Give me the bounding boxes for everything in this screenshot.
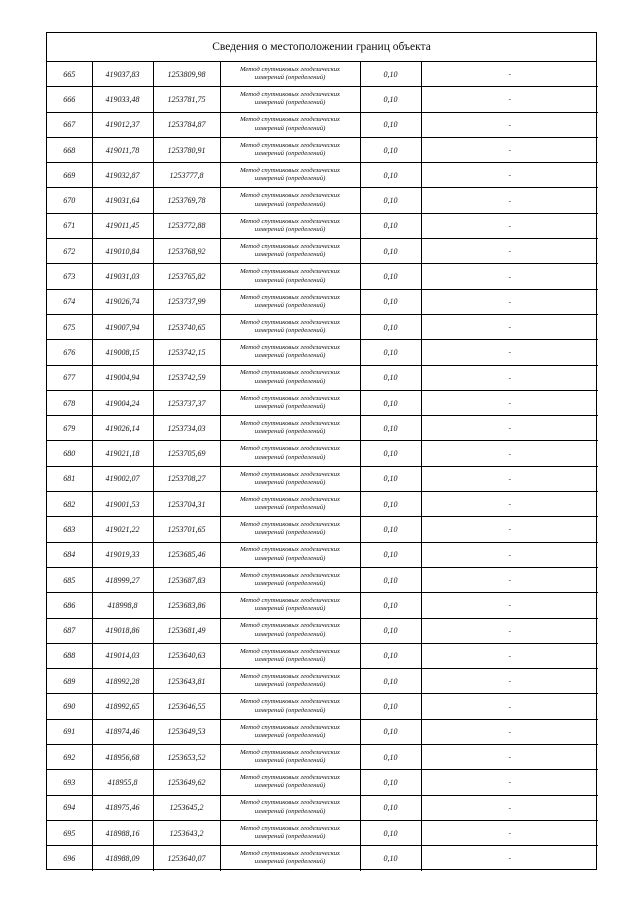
table-row	[47, 137, 598, 162]
description-cell: -	[421, 112, 598, 137]
point-number-cell: 671	[47, 213, 92, 238]
table-row	[47, 770, 598, 795]
method-line-1: Метод спутниковых геодезических	[239, 167, 341, 175]
point-number-cell: 665	[47, 62, 92, 87]
method-line-2: измерений (определений)	[254, 403, 326, 410]
y-coordinate-cell: 1253708,27	[153, 466, 220, 491]
description-cell: -	[421, 517, 598, 542]
point-number-cell: 681	[47, 466, 92, 491]
method-cell	[220, 694, 360, 719]
method-line-2: измерений (определений)	[254, 706, 326, 714]
y-coordinate-cell: 1253653,52	[153, 745, 220, 770]
table-row	[47, 567, 598, 592]
description-cell: -	[421, 188, 598, 213]
table-row	[47, 340, 598, 365]
table-row	[47, 62, 598, 87]
y-coordinate-cell: 1253645,2	[153, 795, 220, 820]
accuracy-cell: 0,10	[360, 163, 421, 188]
method-line-1: Метод спутниковых геодезических	[239, 774, 341, 782]
x-coordinate-cell: 418975,46	[92, 795, 153, 820]
method-line-1: Метод спутниковых геодезических	[239, 571, 341, 579]
y-coordinate-cell: 1253704,31	[153, 492, 220, 517]
point-number-cell: 684	[47, 542, 92, 567]
method-line-1: Метод спутниковых геодезических	[239, 597, 341, 605]
method-line-2: измерений (определений)	[254, 529, 326, 537]
point-number-cell: 687	[47, 618, 92, 643]
table-row	[47, 795, 598, 820]
table-row	[47, 264, 598, 289]
accuracy-cell: 0,10	[360, 745, 421, 770]
method-cell	[220, 770, 360, 795]
x-coordinate-cell: 419011,78	[92, 137, 153, 162]
y-coordinate-cell: 1253740,65	[153, 314, 220, 339]
method-cell	[220, 163, 360, 188]
method-line-2: измерений (определений)	[254, 504, 326, 512]
accuracy-cell: 0,10	[360, 643, 421, 668]
method-line-1: Метод спутниковых геодезических	[239, 495, 341, 503]
method-cell	[220, 542, 360, 567]
x-coordinate-cell: 419007,94	[92, 314, 153, 339]
accuracy-cell: 0,10	[360, 719, 421, 744]
method-cell	[220, 390, 360, 415]
method-cell	[220, 669, 360, 694]
method-cell	[220, 62, 360, 87]
method-line-1: Метод спутниковых геодезических	[239, 850, 341, 858]
table-row	[47, 416, 598, 441]
description-cell: -	[421, 492, 598, 517]
description-cell: -	[421, 719, 598, 744]
point-number-cell: 666	[47, 87, 92, 112]
x-coordinate-cell: 419004,24	[92, 390, 153, 415]
description-cell: -	[421, 694, 598, 719]
y-coordinate-cell: 1253640,63	[153, 643, 220, 668]
x-coordinate-cell: 419019,33	[92, 542, 153, 567]
method-line-2: измерений (определений)	[254, 251, 326, 259]
accuracy-cell: 0,10	[360, 390, 421, 415]
accuracy-cell: 0,10	[360, 567, 421, 592]
method-line-1: Метод спутниковых геодезических	[239, 116, 341, 124]
method-line-2: измерений (определений)	[254, 124, 326, 132]
description-cell: -	[421, 213, 598, 238]
x-coordinate-cell: 419002,07	[92, 466, 153, 491]
method-line-1: Метод спутниковых геодезических	[239, 268, 341, 276]
method-line-2: измерений (определений)	[254, 731, 326, 739]
table-row	[47, 466, 598, 491]
y-coordinate-cell: 1253701,65	[153, 517, 220, 542]
x-coordinate-cell: 418956,68	[92, 745, 153, 770]
accuracy-cell: 0,10	[360, 694, 421, 719]
method-line-2: измерений (определений)	[254, 175, 326, 183]
method-cell	[220, 213, 360, 238]
x-coordinate-cell: 419037,83	[92, 62, 153, 87]
point-number-cell: 678	[47, 390, 92, 415]
y-coordinate-cell: 1253734,03	[153, 416, 220, 441]
table-row	[47, 112, 598, 137]
table-row	[47, 846, 598, 871]
x-coordinate-cell: 419008,15	[92, 340, 153, 365]
accuracy-cell: 0,10	[360, 340, 421, 365]
y-coordinate-cell: 1253742,15	[153, 340, 220, 365]
x-coordinate-cell: 419018,86	[92, 618, 153, 643]
method-cell	[220, 820, 360, 845]
x-coordinate-cell: 418974,46	[92, 719, 153, 744]
accuracy-cell: 0,10	[360, 213, 421, 238]
method-line-1: Метод спутниковых геодезических	[239, 470, 341, 478]
accuracy-cell: 0,10	[360, 618, 421, 643]
method-line-1: Метод спутниковых геодезических	[239, 192, 341, 200]
point-number-cell: 689	[47, 669, 92, 694]
y-coordinate-cell: 1253643,81	[153, 669, 220, 694]
accuracy-cell: 0,10	[360, 87, 421, 112]
table-row	[47, 694, 598, 719]
description-cell: -	[421, 669, 598, 694]
point-number-cell: 674	[47, 289, 92, 314]
coordinates-table	[47, 62, 598, 871]
point-number-cell: 670	[47, 188, 92, 213]
table-row	[47, 365, 598, 390]
accuracy-cell: 0,10	[360, 820, 421, 845]
table-row	[47, 618, 598, 643]
x-coordinate-cell: 418992,28	[92, 669, 153, 694]
description-cell: -	[421, 466, 598, 491]
y-coordinate-cell: 1253737,37	[153, 390, 220, 415]
table-row	[47, 441, 598, 466]
x-coordinate-cell: 419031,64	[92, 188, 153, 213]
method-cell	[220, 643, 360, 668]
y-coordinate-cell: 1253780,91	[153, 137, 220, 162]
method-line-1: Метод спутниковых геодезических	[239, 369, 341, 377]
table-row	[47, 669, 598, 694]
x-coordinate-cell: 419010,84	[92, 239, 153, 264]
method-line-2: измерений (определений)	[254, 225, 326, 233]
method-cell	[220, 289, 360, 314]
point-number-cell: 679	[47, 416, 92, 441]
accuracy-cell: 0,10	[360, 365, 421, 390]
description-cell: -	[421, 542, 598, 567]
table-body	[47, 62, 598, 871]
y-coordinate-cell: 1253742,59	[153, 365, 220, 390]
table-row	[47, 163, 598, 188]
y-coordinate-cell: 1253777,8	[153, 163, 220, 188]
x-coordinate-cell: 419021,22	[92, 517, 153, 542]
x-coordinate-cell: 419026,74	[92, 289, 153, 314]
point-number-cell: 685	[47, 567, 92, 592]
table-row	[47, 492, 598, 517]
method-line-2: измерений (определений)	[254, 99, 326, 107]
method-cell	[220, 188, 360, 213]
y-coordinate-cell: 1253646,55	[153, 694, 220, 719]
description-cell: -	[421, 264, 598, 289]
accuracy-cell: 0,10	[360, 264, 421, 289]
method-cell	[220, 239, 360, 264]
x-coordinate-cell: 418999,27	[92, 567, 153, 592]
method-line-1: Метод спутниковых геодезических	[239, 647, 341, 655]
x-coordinate-cell: 419012,37	[92, 112, 153, 137]
method-line-1: Метод спутниковых геодезических	[239, 799, 341, 807]
x-coordinate-cell: 418992,65	[92, 694, 153, 719]
point-number-cell: 696	[47, 846, 92, 871]
accuracy-cell: 0,10	[360, 188, 421, 213]
method-cell	[220, 416, 360, 441]
point-number-cell: 693	[47, 770, 92, 795]
method-cell	[220, 340, 360, 365]
method-line-1: Метод спутниковых геодезических	[239, 546, 341, 554]
x-coordinate-cell: 419031,03	[92, 264, 153, 289]
x-coordinate-cell: 418988,09	[92, 846, 153, 871]
x-coordinate-cell: 418998,8	[92, 593, 153, 618]
method-cell	[220, 137, 360, 162]
point-number-cell: 690	[47, 694, 92, 719]
description-cell: -	[421, 137, 598, 162]
point-number-cell: 673	[47, 264, 92, 289]
table-row	[47, 542, 598, 567]
description-cell: -	[421, 365, 598, 390]
method-line-2: измерений (определений)	[254, 478, 326, 486]
accuracy-cell: 0,10	[360, 62, 421, 87]
y-coordinate-cell: 1253768,92	[153, 239, 220, 264]
table-row	[47, 314, 598, 339]
accuracy-cell: 0,10	[360, 770, 421, 795]
method-line-1: Метод спутниковых геодезических	[239, 420, 341, 427]
y-coordinate-cell: 1253737,99	[153, 289, 220, 314]
method-line-2: измерений (определений)	[254, 428, 326, 436]
method-line-1: Метод спутниковых геодезических	[239, 698, 341, 706]
point-number-cell: 667	[47, 112, 92, 137]
method-cell	[220, 466, 360, 491]
table-row	[47, 517, 598, 542]
accuracy-cell: 0,10	[360, 239, 421, 264]
method-line-1: Метод спутниковых геодезических	[239, 242, 341, 250]
accuracy-cell: 0,10	[360, 542, 421, 567]
y-coordinate-cell: 1253772,88	[153, 213, 220, 238]
method-line-2: измерений (определений)	[254, 554, 326, 562]
method-line-2: измерений (определений)	[254, 858, 326, 866]
method-line-2: измерений (определений)	[254, 453, 326, 461]
description-cell: -	[421, 593, 598, 618]
method-line-1: Метод спутниковых геодезических	[239, 91, 341, 99]
point-number-cell: 691	[47, 719, 92, 744]
accuracy-cell: 0,10	[360, 289, 421, 314]
x-coordinate-cell: 418988,16	[92, 820, 153, 845]
method-cell	[220, 112, 360, 137]
point-number-cell: 692	[47, 745, 92, 770]
method-line-2: измерений (определений)	[254, 757, 326, 765]
point-number-cell: 680	[47, 441, 92, 466]
document-page	[46, 32, 597, 870]
method-line-1: Метод спутниковых геодезических	[239, 65, 341, 73]
method-line-2: измерений (определений)	[254, 74, 326, 82]
accuracy-cell: 0,10	[360, 795, 421, 820]
y-coordinate-cell: 1253643,2	[153, 820, 220, 845]
y-coordinate-cell: 1253649,62	[153, 770, 220, 795]
method-line-1: Метод спутниковых геодезических	[239, 521, 341, 529]
y-coordinate-cell: 1253784,87	[153, 112, 220, 137]
method-line-1: Метод спутниковых геодезических	[239, 344, 341, 352]
description-cell: -	[421, 643, 598, 668]
accuracy-cell: 0,10	[360, 669, 421, 694]
method-line-2: измерений (определений)	[254, 605, 326, 613]
method-line-2: измерений (определений)	[254, 833, 326, 841]
description-cell: -	[421, 618, 598, 643]
y-coordinate-cell: 1253809,98	[153, 62, 220, 87]
x-coordinate-cell: 419033,48	[92, 87, 153, 112]
description-cell: -	[421, 163, 598, 188]
method-line-2: измерений (определений)	[254, 327, 326, 335]
method-cell	[220, 719, 360, 744]
y-coordinate-cell: 1253769,78	[153, 188, 220, 213]
method-line-2: измерений (определений)	[254, 655, 326, 663]
method-line-1: Метод спутниковых геодезических	[239, 293, 341, 301]
accuracy-cell: 0,10	[360, 517, 421, 542]
description-cell: -	[421, 745, 598, 770]
point-number-cell: 676	[47, 340, 92, 365]
accuracy-cell: 0,10	[360, 593, 421, 618]
point-number-cell: 694	[47, 795, 92, 820]
point-number-cell: 695	[47, 820, 92, 845]
method-line-1: Метод спутниковых геодезических	[239, 445, 341, 453]
page-title: Сведения о местоположении границ объекта	[47, 33, 596, 62]
method-cell	[220, 567, 360, 592]
method-line-1: Метод спутниковых геодезических	[239, 394, 341, 402]
x-coordinate-cell: 419021,18	[92, 441, 153, 466]
method-cell	[220, 87, 360, 112]
method-line-2: измерений (определений)	[254, 681, 326, 689]
method-line-2: измерений (определений)	[254, 276, 326, 284]
point-number-cell: 686	[47, 593, 92, 618]
description-cell: -	[421, 239, 598, 264]
method-line-2: измерений (определений)	[254, 301, 326, 309]
point-number-cell: 669	[47, 163, 92, 188]
description-cell: -	[421, 314, 598, 339]
method-cell	[220, 264, 360, 289]
description-cell: -	[421, 289, 598, 314]
method-cell	[220, 846, 360, 871]
method-cell	[220, 314, 360, 339]
point-number-cell: 677	[47, 365, 92, 390]
accuracy-cell: 0,10	[360, 846, 421, 871]
x-coordinate-cell: 419011,45	[92, 213, 153, 238]
description-cell: -	[421, 567, 598, 592]
point-number-cell: 675	[47, 314, 92, 339]
description-cell: -	[421, 62, 598, 87]
method-line-2: измерений (определений)	[254, 352, 326, 360]
x-coordinate-cell: 418955,8	[92, 770, 153, 795]
x-coordinate-cell: 419032,87	[92, 163, 153, 188]
y-coordinate-cell: 1253781,75	[153, 87, 220, 112]
description-cell: -	[421, 390, 598, 415]
method-line-1: Метод спутниковых геодезических	[239, 672, 341, 680]
method-line-1: Метод спутниковых геодезических	[239, 622, 341, 630]
table-row	[47, 820, 598, 845]
method-cell	[220, 745, 360, 770]
method-line-1: Метод спутниковых геодезических	[239, 217, 341, 225]
x-coordinate-cell: 419026,14	[92, 416, 153, 441]
description-cell: -	[421, 820, 598, 845]
x-coordinate-cell: 419001,53	[92, 492, 153, 517]
method-cell	[220, 441, 360, 466]
method-line-2: измерений (определений)	[254, 807, 326, 815]
accuracy-cell: 0,10	[360, 137, 421, 162]
accuracy-cell: 0,10	[360, 441, 421, 466]
y-coordinate-cell: 1253681,49	[153, 618, 220, 643]
method-cell	[220, 365, 360, 390]
description-cell: -	[421, 846, 598, 871]
method-cell	[220, 492, 360, 517]
method-line-1: Метод спутниковых геодезических	[239, 141, 341, 149]
description-cell: -	[421, 340, 598, 365]
y-coordinate-cell: 1253640,07	[153, 846, 220, 871]
method-line-2: измерений (определений)	[254, 630, 326, 638]
point-number-cell: 668	[47, 137, 92, 162]
method-line-1: Метод спутниковых геодезических	[239, 723, 341, 731]
table-row	[47, 213, 598, 238]
description-cell: -	[421, 441, 598, 466]
point-number-cell: 672	[47, 239, 92, 264]
point-number-cell: 682	[47, 492, 92, 517]
point-number-cell: 683	[47, 517, 92, 542]
table-row	[47, 643, 598, 668]
accuracy-cell: 0,10	[360, 466, 421, 491]
method-line-2: измерений (определений)	[254, 580, 326, 588]
y-coordinate-cell: 1253685,46	[153, 542, 220, 567]
accuracy-cell: 0,10	[360, 416, 421, 441]
method-cell	[220, 517, 360, 542]
description-cell: -	[421, 795, 598, 820]
table-row	[47, 719, 598, 744]
y-coordinate-cell: 1253683,86	[153, 593, 220, 618]
accuracy-cell: 0,10	[360, 492, 421, 517]
table-row	[47, 289, 598, 314]
method-line-2: измерений (определений)	[254, 782, 326, 790]
table-row	[47, 188, 598, 213]
description-cell: -	[421, 87, 598, 112]
method-cell	[220, 795, 360, 820]
method-line-2: измерений (определений)	[254, 200, 326, 208]
y-coordinate-cell: 1253649,53	[153, 719, 220, 744]
accuracy-cell: 0,10	[360, 112, 421, 137]
method-line-1: Метод спутниковых геодезических	[239, 824, 341, 832]
method-cell	[220, 593, 360, 618]
table-row	[47, 87, 598, 112]
method-line-1: Метод спутниковых геодезических	[239, 318, 341, 326]
accuracy-cell: 0,10	[360, 314, 421, 339]
description-cell: -	[421, 416, 598, 441]
table-row	[47, 390, 598, 415]
method-line-2: измерений (определений)	[254, 377, 326, 385]
method-line-1: Метод спутниковых геодезических	[239, 748, 341, 756]
table-row	[47, 593, 598, 618]
table-row	[47, 239, 598, 264]
x-coordinate-cell: 419004,94	[92, 365, 153, 390]
y-coordinate-cell: 1253705,69	[153, 441, 220, 466]
table-row	[47, 745, 598, 770]
point-number-cell: 688	[47, 643, 92, 668]
method-line-2: измерений (определений)	[254, 150, 326, 158]
x-coordinate-cell: 419014,03	[92, 643, 153, 668]
description-cell: -	[421, 770, 598, 795]
method-cell	[220, 618, 360, 643]
y-coordinate-cell: 1253765,82	[153, 264, 220, 289]
y-coordinate-cell: 1253687,83	[153, 567, 220, 592]
